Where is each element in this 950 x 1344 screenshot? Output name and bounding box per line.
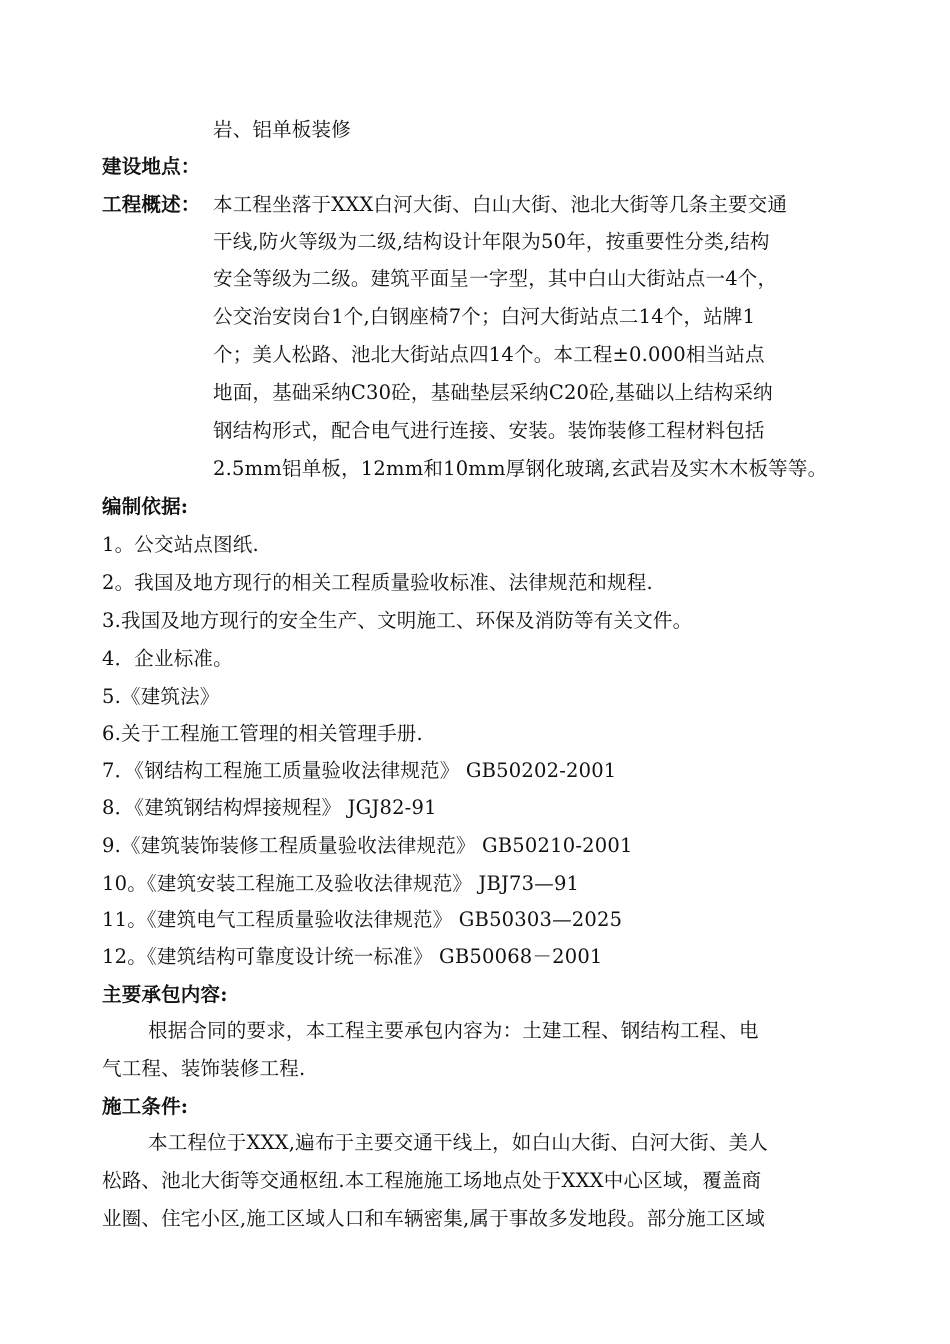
continued-line: 岩、铝单板装修: [213, 118, 351, 141]
conditions-line: 本工程位于XXX,遍布于主要交通干线上，如白山大街、白河大街、美人: [148, 1131, 768, 1154]
conditions-line: 业圈、住宅小区,施工区域人口和车辆密集,属于事故多发地段。部分施工区域: [102, 1207, 765, 1230]
overview-line: 个；美人松路、池北大街站点四14个。本工程±0.000相当站点: [213, 343, 765, 366]
overview-line: 干线,防火等级为二级,结构设计年限为50年，按重要性分类,结构: [213, 230, 770, 253]
overview-line: 钢结构形式，配合电气进行连接、安装。装饰装修工程材料包括: [213, 419, 765, 442]
basis-item: 3.我国及地方现行的安全生产、文明施工、环保及消防等有关文件。: [102, 609, 693, 632]
basis-item: 2。我国及地方现行的相关工程质量验收标准、法律规范和规程.: [102, 571, 653, 594]
basis-item: 7．《钢结构工程施工质量验收法律规范》 GB50202-2001: [102, 759, 617, 782]
basis-item: 6.关于工程施工管理的相关管理手册.: [102, 722, 423, 745]
location-heading: 建设地点：: [102, 155, 201, 178]
basis-item: 9.《建筑装饰装修工程质量验收法律规范》 GB50210-2001: [102, 834, 633, 857]
basis-item: 8．《建筑钢结构焊接规程》 JGJ82-91: [102, 796, 437, 819]
basis-item: 10。《建筑安装工程施工及验收法律规范》 JBJ73—91: [102, 872, 580, 895]
contract-line: 气工程、装饰装修工程.: [102, 1057, 306, 1080]
conditions-line: 松路、池北大街等交通枢纽.本工程施施工场地点处于XXX中心区域，覆盖商: [102, 1169, 762, 1192]
basis-item: 4．企业标准。: [102, 647, 233, 670]
overview-line: 本工程坐落于XXX白河大街、白山大街、池北大街等几条主要交通: [213, 193, 788, 216]
overview-line: 公交治安岗台1个,白钢座椅7个；白河大街站点二14个，站牌1: [213, 305, 756, 328]
contract-heading: 主要承包内容:: [102, 983, 228, 1006]
basis-item: 1。公交站点图纸.: [102, 533, 259, 556]
overview-line: 2.5mm铝单板，12mm和10mm厚钢化玻璃,玄武岩及实木木板等等。: [213, 457, 828, 480]
overview-line: 安全等级为二级。建筑平面呈一字型，其中白山大街站点一4个，: [213, 267, 778, 290]
basis-item: 12。《建筑结构可靠度设计统一标准》 GB50068－2001: [102, 945, 603, 968]
basis-item: 11。《建筑电气工程质量验收法律规范》 GB50303—2025: [102, 908, 623, 931]
contract-line: 根据合同的要求，本工程主要承包内容为：土建工程、钢结构工程、电: [148, 1019, 759, 1042]
overview-line: 地面，基础采纳C30砼，基础垫层采纳C20砼,基础以上结构采纳: [213, 381, 773, 404]
overview-heading: 工程概述：: [102, 193, 201, 216]
conditions-heading: 施工条件:: [102, 1095, 189, 1118]
basis-item: 5.《建筑法》: [102, 685, 220, 708]
basis-heading: 编制依据:: [102, 495, 189, 518]
